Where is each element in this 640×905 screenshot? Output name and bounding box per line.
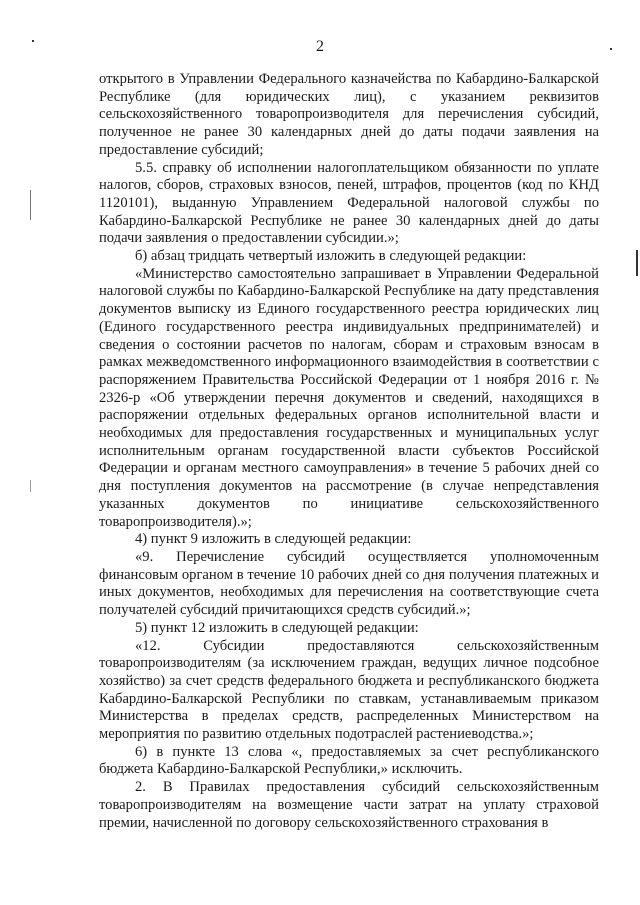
paragraph-b: б) абзац тридцать четвертый изложить в следующей редакции: [135,248,527,265]
scan-mark [610,48,612,50]
paragraph-item-5: 5) пункт 12 изложить в следующей редакции: [135,619,419,636]
scan-mark [32,40,34,42]
scan-mark [30,480,31,492]
document-body [99,71,599,832]
paragraph-5-5: 5.5. справку об исполнении налогоплательщиком обязанности по уплате налогов, сборов, страховых взносов, пеней, штрафов, процентов (код по КНД 1120101), выданную Управлением Федеральной налоговой службы по Кабардино-Балкарской Республике не ранее 30 календарных дней до даты подачи заявления о предоставлении субсидии.»; [99,159,599,247]
scan-mark [636,250,638,276]
paragraph-item-6: 6) в пункте 13 слова «, предоставляемых за счет республиканского бюджета Кабардино-Балкарской Республики,» исключить. [99,743,599,778]
page-number: 2 [316,38,324,55]
paragraph-continuation: открытого в Управлении Федерального казначейства по Кабардино-Балкарской Республике (для юридических лиц), с указанием реквизитов сельскохозяйственного товаропроизводителя для перечисления субсидий, полученное не ранее 30 календарных дней до даты подачи заявления на предоставление субсидий; [99,71,599,158]
paragraph-clause-9: «9. Перечисление субсидий осуществляется уполномоченным финансовым органом в течение 10 рабочих дней со дня получения платежных и иных документов, необходимых для перечисления на соответствующие счета получателей субсидий причитающихся средств субсидий.»; [99,548,599,619]
paragraph-clause-12: «12. Субсидии предоставляются сельскохозяйственным товаропроизводителям (за исключением граждан, ведущих личное подсобное хозяйство) за счет средств федерального бюджета и республиканского бюджета Кабардино-Балкарской Республики по ставкам, устанавливаемым приказом Министерства в пределах средств, распределенных Министерством на мероприятия по развитию отдельных подотраслей растениеводства.»; [99,637,599,743]
paragraph-rules-2: 2. В Правилах предоставления субсидий сельскохозяйственным товаропроизводителям на возмещение части затрат на уплату страховой премии, начисленной по договору сельскохозяйственного страхования в [99,779,599,831]
paragraph-item-4: 4) пункт 9 изложить в следующей редакции: [135,531,412,548]
scan-mark [30,190,31,220]
paragraph-ministry-requests: «Министерство самостоятельно запрашивает в Управлении Федеральной налоговой службы по Кабардино-Балкарской Республике на дату представления документов выписку из Единого государственного реестра юридических лиц (Единого государственного реестра индивидуальных предпринимателей) и сведения о состоянии расчетов по налогам, сборам и страховым взносам в рамках межведомственного информационного взаимодействия в соответствии с распоряжением Правительства Российской Федерации от 1 ноября 2016 г. № 2326-р «Об утверждении перечня документов и сведений, находящихся в распоряжении отдельных федеральных органов исполнительной власти и необходимых для предоставления государственных и муниципальных услуг исполнительным органам государственной власти субъектов Российской Федерации и органам местного самоуправления» в течение 5 рабочих дней со дня поступления документов на рассмотрение (в случае непредставления указанных документов по инициативе сельскохозяйственного товаропроизводителя).»; [99,265,599,530]
